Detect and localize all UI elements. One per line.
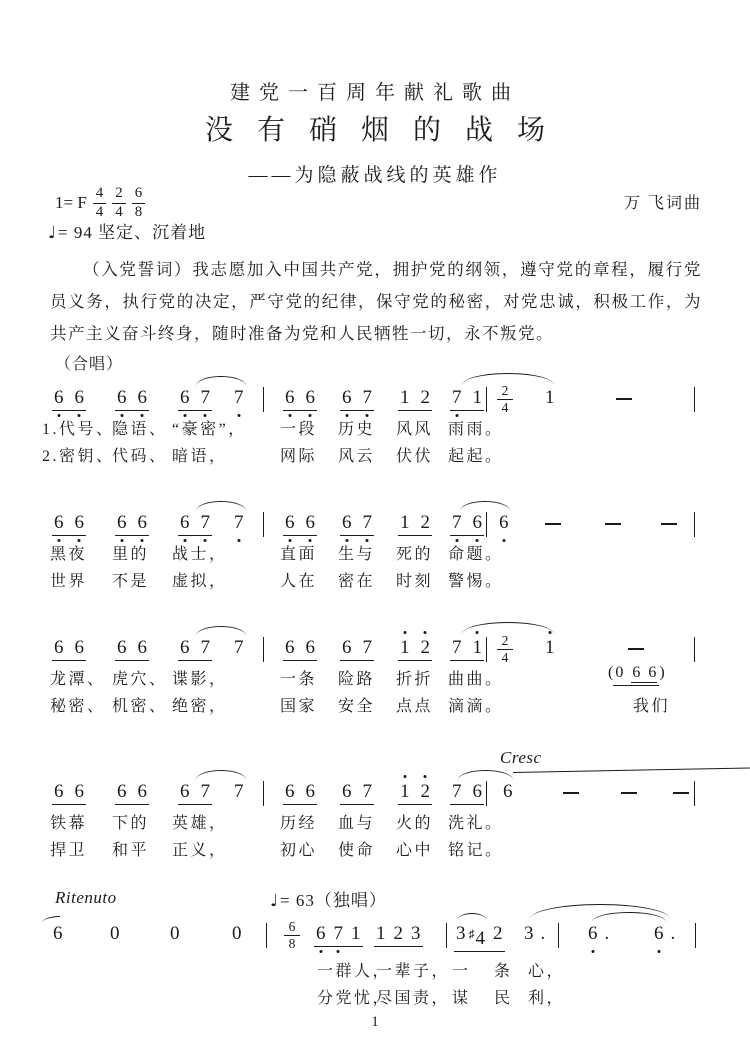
lyric-cell: 代码、: [112, 448, 168, 465]
music-system-1: [0, 383, 750, 474]
lyric-cell: 折折: [396, 671, 434, 688]
barline: [263, 387, 264, 412]
barline: [486, 637, 487, 662]
lyric-cell: 里的: [112, 546, 150, 563]
rest: 0: [110, 923, 120, 944]
lyric-cell: 直面: [280, 546, 318, 563]
note: 6 .: [654, 923, 676, 944]
lyric-cell: 心，: [528, 963, 566, 980]
lyric-cell: 2.密钥、: [42, 448, 115, 465]
note: 1: [545, 637, 555, 658]
barline: [263, 781, 264, 806]
lyric-cell: 警惕。: [448, 573, 504, 590]
note: 7: [234, 387, 244, 408]
lyric-cell: 龙潭、: [50, 671, 106, 688]
lyric-cell: 火的: [396, 815, 434, 832]
dash: [621, 792, 637, 794]
note: 7: [234, 637, 244, 658]
lyric-cell: 谋: [452, 990, 471, 1007]
note: 7: [234, 512, 244, 533]
lyric-cell: 绝密，: [172, 698, 228, 715]
note-group: 3 ♯4 2: [454, 924, 505, 952]
lyric-cell: 生与: [338, 546, 376, 563]
lyric-cell: 一辈子，: [376, 963, 451, 980]
time-signature: $\frac{2}{4}$: [497, 634, 513, 665]
lyric-cell: 机密、: [112, 698, 168, 715]
key-prefix: 1= F: [55, 193, 87, 213]
note: 6: [503, 781, 513, 802]
dash: [661, 523, 677, 525]
rest: 0: [170, 923, 180, 944]
note: 6: [53, 923, 63, 944]
slur: [462, 622, 554, 634]
lyric-cell: 谍影，: [172, 671, 228, 688]
note-group: 1 2: [398, 513, 432, 536]
lyric-cell: 初心: [280, 842, 318, 859]
note-group: 6 6: [283, 782, 317, 805]
lyric-cell: 铁幕: [50, 815, 88, 832]
lyric-cell: 一: [452, 963, 471, 980]
lyric-cell: 滴滴。: [448, 698, 504, 715]
slur: [196, 770, 246, 780]
music-system-5: [0, 919, 750, 1010]
dash: [545, 523, 561, 525]
slur: [196, 376, 246, 386]
lyric-cell: 利，: [528, 990, 566, 1007]
barline: [694, 387, 695, 412]
dedication: ——为隐蔽战线的英雄作: [248, 165, 502, 186]
barline: [694, 637, 695, 662]
note-group: 6 7: [340, 782, 374, 805]
note-group: 6 6: [115, 388, 149, 411]
music-system-3: [0, 633, 750, 724]
note-group: 7 1: [450, 388, 484, 411]
cresc-label: Cresc: [500, 748, 542, 767]
lyric-cell: 起起。: [448, 448, 504, 465]
note-group: 6 6: [283, 513, 317, 536]
lyric-cell: 历经: [280, 815, 318, 832]
song-title: 没有硝烟的战场: [204, 115, 569, 146]
lyric-cell: 曲曲。: [448, 671, 504, 688]
note-group: 7 1: [450, 638, 484, 661]
note: 3 .: [524, 923, 546, 944]
note-group: 6 7 1: [314, 924, 363, 947]
slur: [460, 501, 510, 511]
slur: [458, 770, 513, 780]
lyric-cell: 民: [494, 990, 513, 1007]
lyric-cell: 洗礼。: [448, 815, 504, 832]
dash: [673, 792, 689, 794]
dash: [563, 792, 579, 794]
lyric-cell: 暗语，: [172, 448, 228, 465]
lyric-cell: “豪密”，: [172, 421, 247, 438]
barline: [446, 923, 447, 948]
composer-credit: 万 飞词曲: [623, 195, 702, 212]
lyric-cell: 人在: [280, 573, 318, 590]
lyric-cell: 安全: [338, 698, 376, 715]
lyric-cell: 虚拟，: [172, 573, 228, 590]
lyric-cell: 世界: [50, 573, 88, 590]
lyric-cell: 历史: [338, 421, 376, 438]
note-group: 6 7: [340, 388, 374, 411]
tempo-text: = 94 坚定、沉着地: [58, 223, 207, 242]
lyric-cell: 正义，: [172, 842, 228, 859]
note-group: 6 6: [283, 638, 317, 661]
note-group: 6 7: [340, 513, 374, 536]
barline: [263, 512, 264, 537]
note-group: 1 2: [398, 638, 432, 661]
tie: [457, 913, 487, 921]
sharp-icon: ♯: [468, 927, 475, 941]
lyric-cell: 密在: [338, 573, 376, 590]
barline: [486, 781, 487, 806]
lyric-cell: 时刻: [396, 573, 434, 590]
note-group: 6 7: [178, 513, 212, 536]
lyric-cell: 虎穴、: [112, 671, 168, 688]
note: 6: [499, 512, 509, 533]
barline: [695, 923, 696, 948]
chorus-label: （合唱）: [55, 356, 124, 373]
tempo-marking: [48, 218, 206, 243]
note-group: 6 7: [340, 638, 374, 661]
barline: [486, 512, 487, 537]
lyric-cell: 风风: [396, 421, 434, 438]
lyric-cell: 条: [494, 963, 513, 980]
lyric-cell: 下的: [112, 815, 150, 832]
quarter-note-icon: ♩: [48, 223, 58, 243]
rest: 0: [232, 923, 242, 944]
barline: [558, 923, 559, 948]
dash: [605, 523, 621, 525]
meter-fraction: $\frac{2}{4}$: [112, 186, 126, 221]
lyric-cell: 死的: [396, 546, 434, 563]
key-signature: [55, 186, 145, 221]
oath-paragraph: （入党誓词）我志愿加入中国共产党，拥护党的纲领，遵守党的章程，履行党员义务，执行党的决定，严守党的纪律，保守党的秘密，对党忠诚，积极工作，为共产主义奋斗终身，随时准备为党和人民牺牲一切，永不叛党。: [50, 260, 702, 343]
lyric-cell: 血与: [338, 815, 376, 832]
lyric-cell: 一条: [280, 671, 318, 688]
barline: [263, 637, 264, 662]
lyric-cell: 战士，: [172, 546, 228, 563]
lyric-cell: 命题。: [448, 546, 504, 563]
lyric-cell: 风云: [338, 448, 376, 465]
lyric-cell: 一段: [280, 421, 318, 438]
note-group: 6 6: [52, 782, 86, 805]
lyric-cell: 隐语、: [112, 421, 168, 438]
pickup-notes: ( 0 6 6 ): [608, 664, 665, 686]
note-group: 6 7: [178, 388, 212, 411]
meter-fraction: $\frac{4}{4}$: [93, 186, 107, 221]
barline: [486, 387, 487, 412]
meter-fraction: $\frac{6}{8}$: [132, 186, 146, 221]
lyric-cell: 使命: [338, 842, 376, 859]
note-group: 6 6: [283, 388, 317, 411]
note-group: 6 6: [52, 388, 86, 411]
note-group: 6 6: [52, 513, 86, 536]
solo-tempo-text: = 63（独唱）: [280, 891, 387, 910]
note-group: 6 7: [178, 638, 212, 661]
dash: [628, 648, 644, 650]
slur: [196, 501, 246, 511]
note-group: 6 6: [115, 638, 149, 661]
lyric-cell: 英雄，: [172, 815, 228, 832]
lyric-cell: 雨雨。: [448, 421, 504, 438]
barline: [694, 781, 695, 806]
barline: [266, 923, 267, 948]
solo-tempo-marking: [270, 886, 387, 911]
cresc-line: [513, 767, 750, 773]
lyric-cell: 1.代号、: [42, 421, 115, 438]
lyric-cell: 尽国责，: [376, 990, 451, 1007]
lyric-cell: 分党忧，: [317, 990, 392, 1007]
lyric-cell: 我们: [633, 698, 671, 715]
series-title: 建党一百周年献礼歌曲: [230, 82, 520, 104]
dash: [616, 398, 632, 400]
music-system-2: [0, 513, 750, 599]
note-group: 7 6: [450, 513, 484, 536]
barline: [694, 512, 695, 537]
time-signature: $\frac{2}{4}$: [497, 384, 513, 415]
lyric-cell: 网际: [280, 448, 318, 465]
time-signature: $\frac{6}{8}$: [284, 920, 300, 951]
note-group: 1 2: [398, 388, 432, 411]
quarter-note-icon: ♩: [270, 891, 280, 911]
lyric-cell: 和平: [112, 842, 150, 859]
note: 6 .: [588, 923, 610, 944]
lyric-cell: 铭记。: [448, 842, 504, 859]
note-group: 1 2 3: [374, 924, 423, 947]
note-group: 6 6: [52, 638, 86, 661]
slur: [196, 626, 246, 636]
lyric-cell: 秘密、: [50, 698, 106, 715]
note: 7: [234, 781, 244, 802]
lyric-cell: 心中: [396, 842, 434, 859]
lyric-cell: 捍卫: [50, 842, 88, 859]
ritenuto-label: Ritenuto: [55, 888, 117, 907]
lyric-cell: 黑夜: [50, 546, 88, 563]
lyric-cell: 国家: [280, 698, 318, 715]
lyric-cell: 不是: [112, 573, 150, 590]
note: 1: [545, 387, 555, 408]
lyric-cell: 伏伏: [396, 448, 434, 465]
lyric-cell: 点点: [396, 698, 434, 715]
music-system-4: [0, 782, 750, 868]
lyric-cell: 险路: [338, 671, 376, 688]
note-group: 1 2: [398, 782, 432, 805]
lyric-cell: 一群人，: [317, 963, 392, 980]
slur-end: [42, 916, 60, 923]
note-group: 6 6: [115, 782, 149, 805]
note-group: 6 7: [178, 782, 212, 805]
note-group: 7 6: [450, 782, 484, 805]
note-group: 6 6: [115, 513, 149, 536]
page-number: 1: [371, 1014, 379, 1030]
